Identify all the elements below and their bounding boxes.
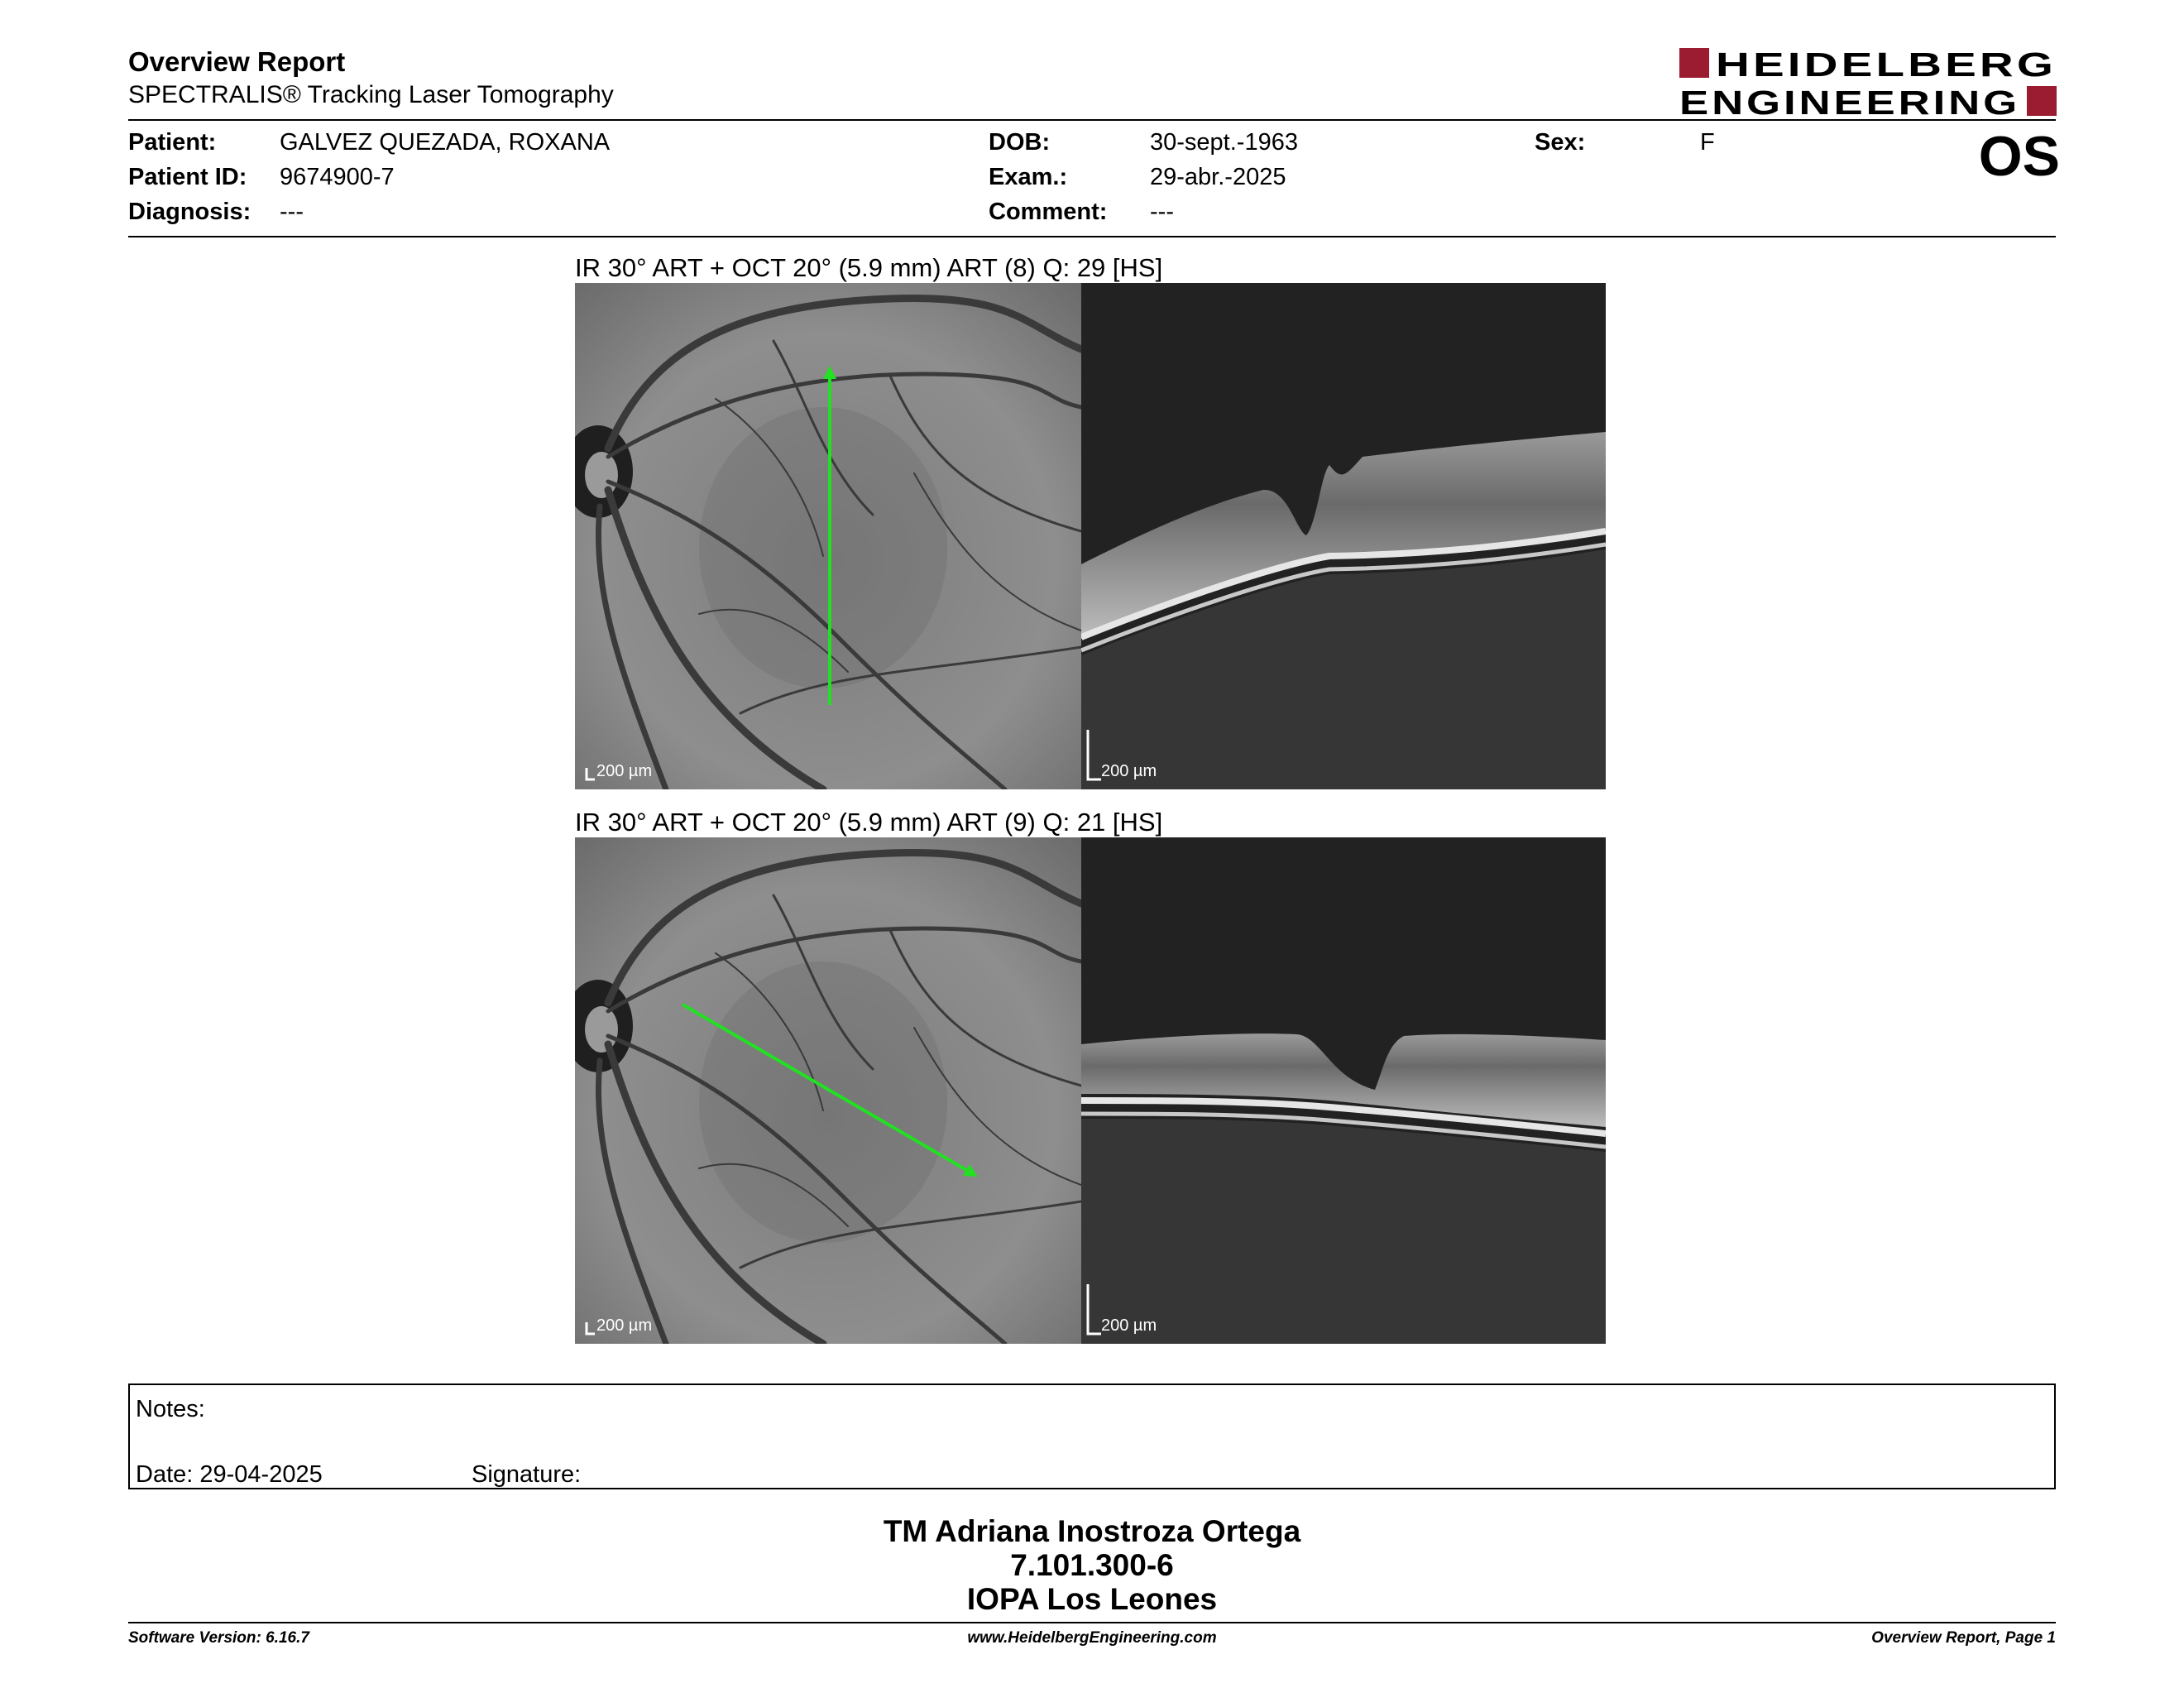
diagnosis-value: --- [280, 199, 304, 225]
scan-2-title: IR 30° ART + OCT 20° (5.9 mm) ART (9) Q: 21 [HS] [575, 808, 1163, 837]
logo-line2: ENGINEERING [1679, 84, 2020, 117]
scan-2-oct-scale: 200 µm [1101, 1316, 1157, 1335]
signatory-name: TM Adriana Inostroza Ortega [883, 1514, 1301, 1548]
footer-rule [128, 1622, 2056, 1623]
exam-value: 29-abr.-2025 [1150, 164, 1286, 190]
comment-label: Comment: [989, 199, 1108, 225]
signatory-institution: IOPA Los Leones [966, 1582, 1218, 1616]
report-title: Overview Report [128, 46, 346, 77]
diagnosis-label: Diagnosis: [128, 199, 251, 225]
comment-value: --- [1150, 199, 1174, 225]
notes-box[interactable] [128, 1383, 2056, 1489]
scan-1-fundus-scale: 200 µm [596, 762, 653, 780]
logo-line1: HEIDELBERG [1716, 46, 2057, 84]
footer-website[interactable]: www.HeidelbergEngineering.com [967, 1629, 1217, 1647]
patient-id-value: 9674900-7 [280, 164, 395, 190]
eye-indicator: OS [1978, 125, 2060, 188]
heidelberg-logo [1679, 46, 2060, 117]
patient-id-label: Patient ID: [128, 164, 247, 190]
scan-2-fundus-image[interactable] [575, 837, 1081, 1344]
footer-software-version: Software Version: 6.16.7 [128, 1629, 309, 1647]
scan-2-fundus-scale: 200 µm [596, 1316, 653, 1335]
scan-1-fundus-image[interactable] [575, 283, 1081, 789]
sex-label: Sex: [1535, 129, 1586, 156]
signatory-rut: 7.101.300-6 [1010, 1548, 1174, 1582]
notes-date: Date: 29-04-2025 [136, 1461, 323, 1488]
patient-name: GALVEZ QUEZADA, ROXANA [280, 129, 611, 156]
signature-label: Signature: [472, 1461, 582, 1488]
sex-value: F [1700, 129, 1715, 156]
exam-label: Exam.: [989, 164, 1068, 190]
scan-1-title: IR 30° ART + OCT 20° (5.9 mm) ART (8) Q: 29 [HS] [575, 253, 1163, 282]
scan-2-oct-bscan[interactable] [1081, 837, 1606, 1344]
dob-value: 30-sept.-1963 [1150, 129, 1298, 156]
notes-label: Notes: [136, 1396, 205, 1422]
header-rule-top [128, 119, 2056, 121]
patient-label: Patient: [128, 129, 217, 156]
header-rule-bottom [128, 236, 2056, 237]
scan-1-oct-scale: 200 µm [1101, 762, 1157, 780]
footer-page-number: Overview Report, Page 1 [1871, 1629, 2056, 1647]
scan-1-oct-bscan[interactable] [1081, 283, 1606, 789]
report-subtitle: SPECTRALIS® Tracking Laser Tomography [128, 81, 614, 108]
dob-label: DOB: [989, 129, 1051, 156]
